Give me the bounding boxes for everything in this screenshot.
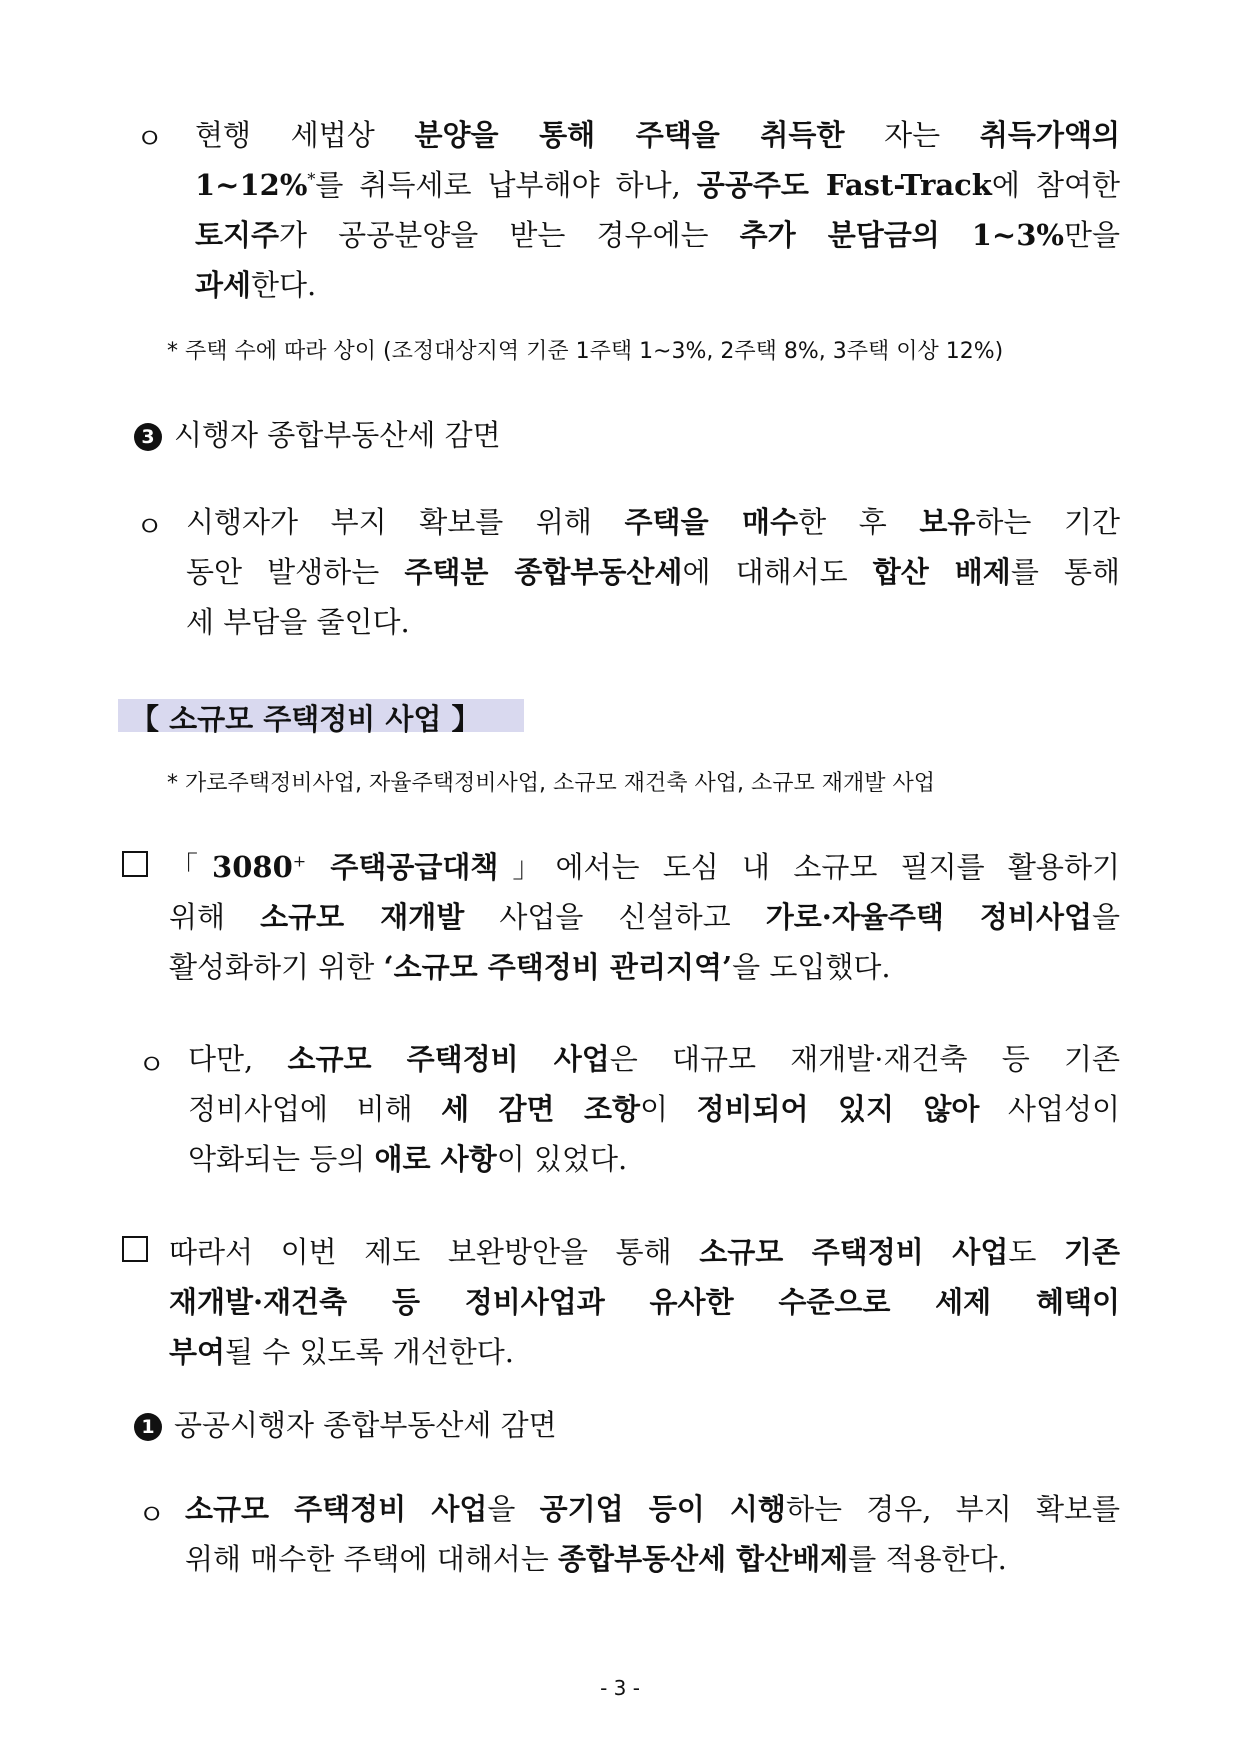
- paragraph-line: 활성화하기 위한 ‘소규모 주택정비 관리지역’을 도입했다.: [169, 950, 891, 984]
- paragraph-line: 세 부담을 줄인다.: [186, 605, 410, 639]
- bullet-marker: ㅇ: [138, 1498, 166, 1531]
- section-heading: 1 공공시행자 종합부동산세 감면: [134, 1403, 557, 1444]
- paragraph-line: 동안 발생하는 주택분 종합부동산세에 대해서도 합산 배제를 통해: [186, 555, 1120, 589]
- paragraph-line: 토지주가 공공분양을 받는 경우에는 추가 분담금의 1~3%만을: [195, 218, 1120, 252]
- paragraph-line: 「3080+ 주택공급대책」에서는 도심 내 소규모 필지를 활용하기: [169, 850, 1120, 884]
- paragraph-line: 따라서 이번 제도 보완방안을 통해 소규모 주택정비 사업도 기존: [169, 1235, 1120, 1269]
- bullet-marker: ㅇ: [136, 510, 164, 543]
- paragraph-line: 악화되는 등의 애로 사항이 있었다.: [188, 1142, 628, 1176]
- paragraph-line: 위해 소규모 재개발 사업을 신설하고 가로·자율주택 정비사업을: [169, 900, 1120, 934]
- paragraph-line: 위해 매수한 주택에 대해서는 종합부동산세 합산배제를 적용한다.: [185, 1542, 1007, 1576]
- paragraph-line: 부여될 수 있도록 개선한다.: [169, 1335, 515, 1369]
- paragraph-line: 다만, 소규모 주택정비 사업은 대규모 재개발·재건축 등 기존: [188, 1042, 1120, 1076]
- checkbox-square-icon: [122, 851, 148, 877]
- paragraph-line: 시행자가 부지 확보를 위해 주택을 매수한 후 보유하는 기간: [186, 505, 1120, 539]
- paragraph-line: 정비사업에 비해 세 감면 조항이 정비되어 있지 않아 사업성이: [188, 1092, 1120, 1126]
- checkbox-square-icon: [122, 1236, 148, 1262]
- bullet-marker: ㅇ: [138, 1048, 166, 1081]
- section-heading: 3 시행자 종합부동산세 감면: [134, 413, 501, 454]
- header-footnote: * 가로주택정비사업, 자율주택정비사업, 소규모 재건축 사업, 소규모 재개발 사업: [167, 771, 935, 796]
- paragraph-line: 1~12%*를 취득세로 납부해야 하나, 공공주도 Fast-Track에 참여한: [195, 168, 1120, 202]
- paragraph-line: 현행 세법상 분양을 통해 주택을 취득한 자는 취득가액의: [195, 118, 1120, 152]
- paragraph-line: 소규모 주택정비 사업을 공기업 등이 시행하는 경우, 부지 확보를: [185, 1492, 1120, 1526]
- number-circle-icon: 3: [134, 423, 162, 451]
- section-header: 【 소규모 주택정비 사업 】: [130, 702, 481, 736]
- footnote: * 주택 수에 따라 상이 (조정대상지역 기준 1주택 1~3%, 2주택 8%, 3주택 이상 12%): [167, 339, 1004, 364]
- bullet-marker: ㅇ: [136, 122, 164, 155]
- paragraph-line: 과세한다.: [195, 268, 317, 302]
- paragraph-line: 재개발·재건축 등 정비사업과 유사한 수준으로 세제 혜택이: [169, 1285, 1120, 1319]
- page-number: - 3 -: [600, 1676, 640, 1700]
- number-circle-icon: 1: [134, 1413, 162, 1441]
